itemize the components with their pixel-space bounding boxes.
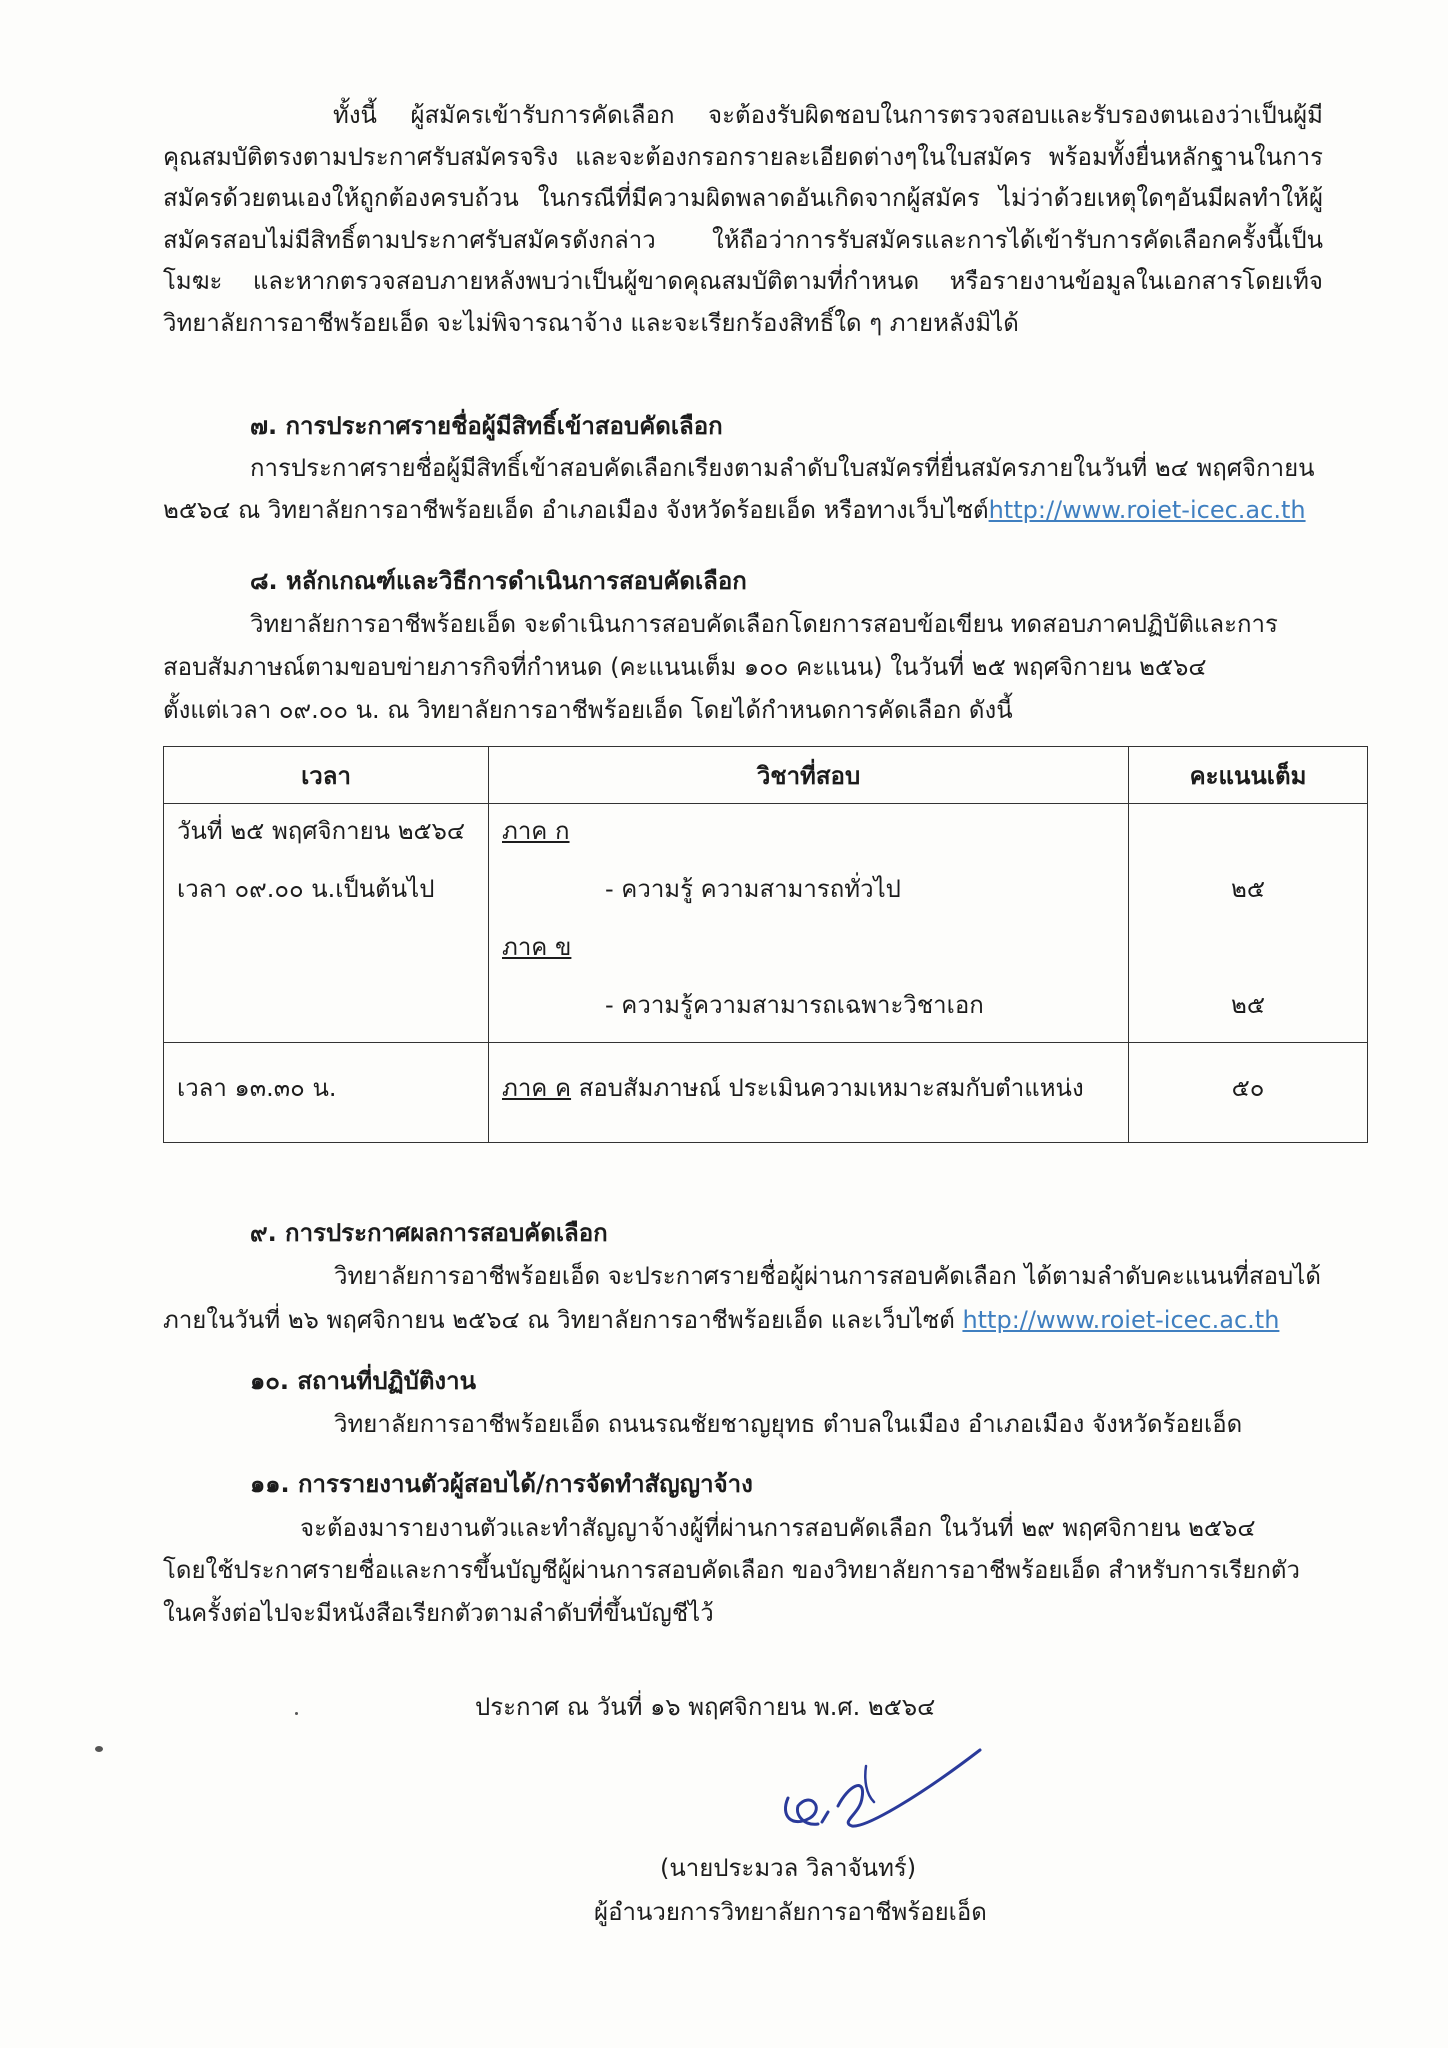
row1-score-cell (1129, 804, 1368, 1043)
row1-time-cell (164, 804, 489, 1043)
section10-line1: วิทยาลัยการอาชีพร้อยเอ็ด ถนนรณชัยชาญยุทธ ตำบลในเมือง อำเภอเมือง จังหวัดร้อยเอ็ด (334, 1410, 1243, 1438)
announcement-date: ประกาศ ณ วันที่ ๑๖ พฤศจิกายน พ.ศ. ๒๕๖๔ (475, 1693, 936, 1721)
signature-icon (770, 1736, 990, 1846)
section9-line2 (163, 1300, 1279, 1339)
section7-website-link[interactable]: http://www.roiet-icec.ac.th (988, 496, 1306, 524)
row2-time-cell (164, 1043, 489, 1143)
intro-paragraph: ทั้งนี้ ผู้สมัครเข้ารับการคัดเลือก จะต้องรับผิดชอบในการตรวจสอบและรับรองตนเองว่าเป็นผู้มีคุณสมบัติตรงตามประกาศรับสมัครจริง และจะต้องกรอกรายละเอียดต่างๆในใบสมัคร พร้อมทั้งยื่นหลักฐานในการสมัครด้วยตนเองให้ถูกต้องครบถ้วน ในกรณีที่มีความผิดพลาดอันเกิดจากผู้สมัคร ไม่ว่าด้วยเหตุใดๆอันมีผลทำให้ผู้สมัครสอบไม่มีสิทธิ์ตามประกาศรับสมัครดังกล่าว ให้ถือว่าการรับสมัครและการได้เข้ารับการคัดเลือกครั้งนี้เป็นโมฆะ และหากตรวจสอบภายหลังพบว่าเป็นผู้ขาดคุณสมบัติตามที่กำหนด หรือรายงานข้อมูลในเอกสารโดยเท็จ วิทยาลัยการอาชีพร้อยเอ็ด จะไม่พิจารณาจ้าง และจะเรียกร้องสิทธิ์ใด ๆ ภายหลังมิได้ (163, 101, 1323, 337)
exam-schedule-table (163, 746, 1368, 1143)
section7-heading: ๗. การประกาศรายชื่อผู้มีสิทธิ์เข้าสอบคัดเลือก (250, 412, 723, 440)
part-b-item: - ความรู้ความสามารถเฉพาะวิชาเอก (605, 991, 984, 1019)
part-a-item: - ความรู้ ความสามารถทั่วไป (605, 875, 901, 903)
header-time: เวลา (164, 747, 489, 804)
section9-line1: วิทยาลัยการอาชีพร้อยเอ็ด จะประกาศรายชื่อผู้ผ่านการสอบคัดเลือก ได้ตามลำดับคะแนนที่สอบได้ (334, 1262, 1321, 1290)
score-part-c: ๕๐ (1231, 1074, 1265, 1102)
score-part-b: ๒๕ (1231, 991, 1265, 1019)
row2-score-cell (1129, 1043, 1368, 1143)
table-row (164, 804, 1368, 1043)
section11-line2: โดยใช้ประกาศรายชื่อและการขึ้นบัญชีผู้ผ่านการสอบคัดเลือก ของวิทยาลัยการอาชีพร้อยเอ็ด สำหรับการเรียกตัว (163, 1556, 1300, 1584)
part-c-item: สอบสัมภาษณ์ ประเมินความเหมาะสมกับตำแหน่ง (578, 1074, 1084, 1102)
scan-speck (95, 1746, 103, 1752)
section8-heading: ๘. หลักเกณฑ์และวิธีการดำเนินการสอบคัดเลือก (250, 567, 747, 595)
section7-line1: การประกาศรายชื่อผู้มีสิทธิ์เข้าสอบคัดเลือกเรียงตามลำดับใบสมัครที่ยื่นสมัครภายในวันที่ ๒๔ พฤศจิกายน (250, 454, 1315, 482)
part-a-label: ภาค ก (502, 817, 570, 845)
section9-website-link[interactable]: http://www.roiet-icec.ac.th (962, 1306, 1280, 1334)
table-header-row (164, 747, 1368, 804)
section9-heading: ๙. การประกาศผลการสอบคัดเลือก (250, 1219, 608, 1247)
signatory-name: (นายประมวล วิลาจันทร์) (660, 1854, 917, 1882)
part-c-label: ภาค ค (502, 1074, 572, 1102)
score-part-a: ๒๕ (1231, 875, 1265, 903)
section11-line1: จะต้องมารายงานตัวและทำสัญญาจ้างผู้ที่ผ่านการสอบคัดเลือก ในวันที่ ๒๙ พฤศจิกายน ๒๕๖๔ (300, 1514, 1256, 1542)
signatory-title: ผู้อำนวยการวิทยาลัยการอาชีพร้อยเอ็ด (594, 1898, 987, 1926)
row2-time: เวลา ๑๓.๓๐ น. (177, 1074, 337, 1102)
header-subject: วิชาที่สอบ (489, 747, 1129, 804)
section7-line2-text: ๒๕๖๔ ณ วิทยาลัยการอาชีพร้อยเอ็ด อำเภอเมือง จังหวัดร้อยเอ็ด หรือทางเว็บไซต์ (163, 496, 989, 524)
section9-line2-text: ภายในวันที่ ๒๖ พฤศจิกายน ๒๕๖๔ ณ วิทยาลัยการอาชีพร้อยเอ็ด และเว็บไซต์ (163, 1306, 955, 1334)
section8-line1: วิทยาลัยการอาชีพร้อยเอ็ด จะดำเนินการสอบคัดเลือกโดยการสอบข้อเขียน ทดสอบภาคปฏิบัติและการ (250, 610, 1278, 638)
row2-subject-cell (489, 1043, 1129, 1143)
part-b-label: ภาค ข (502, 933, 572, 961)
row1-time: เวลา ๐๙.๐๐ น.เป็นต้นไป (177, 875, 435, 903)
scan-speck (295, 1712, 298, 1715)
row1-subject-cell (489, 804, 1129, 1043)
table-row (164, 1043, 1368, 1143)
header-score: คะแนนเต็ม (1129, 747, 1368, 804)
section10-heading: ๑๐. สถานที่ปฏิบัติงาน (250, 1367, 477, 1395)
section8-line3: ตั้งแต่เวลา ๐๙.๐๐ น. ณ วิทยาลัยการอาชีพร้อยเอ็ด โดยได้กำหนดการคัดเลือก ดังนี้ (163, 696, 1013, 724)
part-c-text (502, 1068, 1084, 1107)
section11-line3: ในครั้งต่อไปจะมีหนังสือเรียกตัวตามลำดับที่ขึ้นบัญชีไว้ (163, 1599, 714, 1627)
section8-line2: สอบสัมภาษณ์ตามขอบข่ายภารกิจที่กำหนด (คะแนนเต็ม ๑๐๐ คะแนน) ในวันที่ ๒๕ พฤศจิกายน ๒๕๖๔ (163, 653, 1207, 681)
section11-heading: ๑๑. การรายงานตัวผู้สอบได้/การจัดทำสัญญาจ้าง (250, 1470, 753, 1498)
row1-date: วันที่ ๒๕ พฤศจิกายน ๒๕๖๔ (177, 817, 466, 845)
section7-line2 (163, 490, 1306, 529)
